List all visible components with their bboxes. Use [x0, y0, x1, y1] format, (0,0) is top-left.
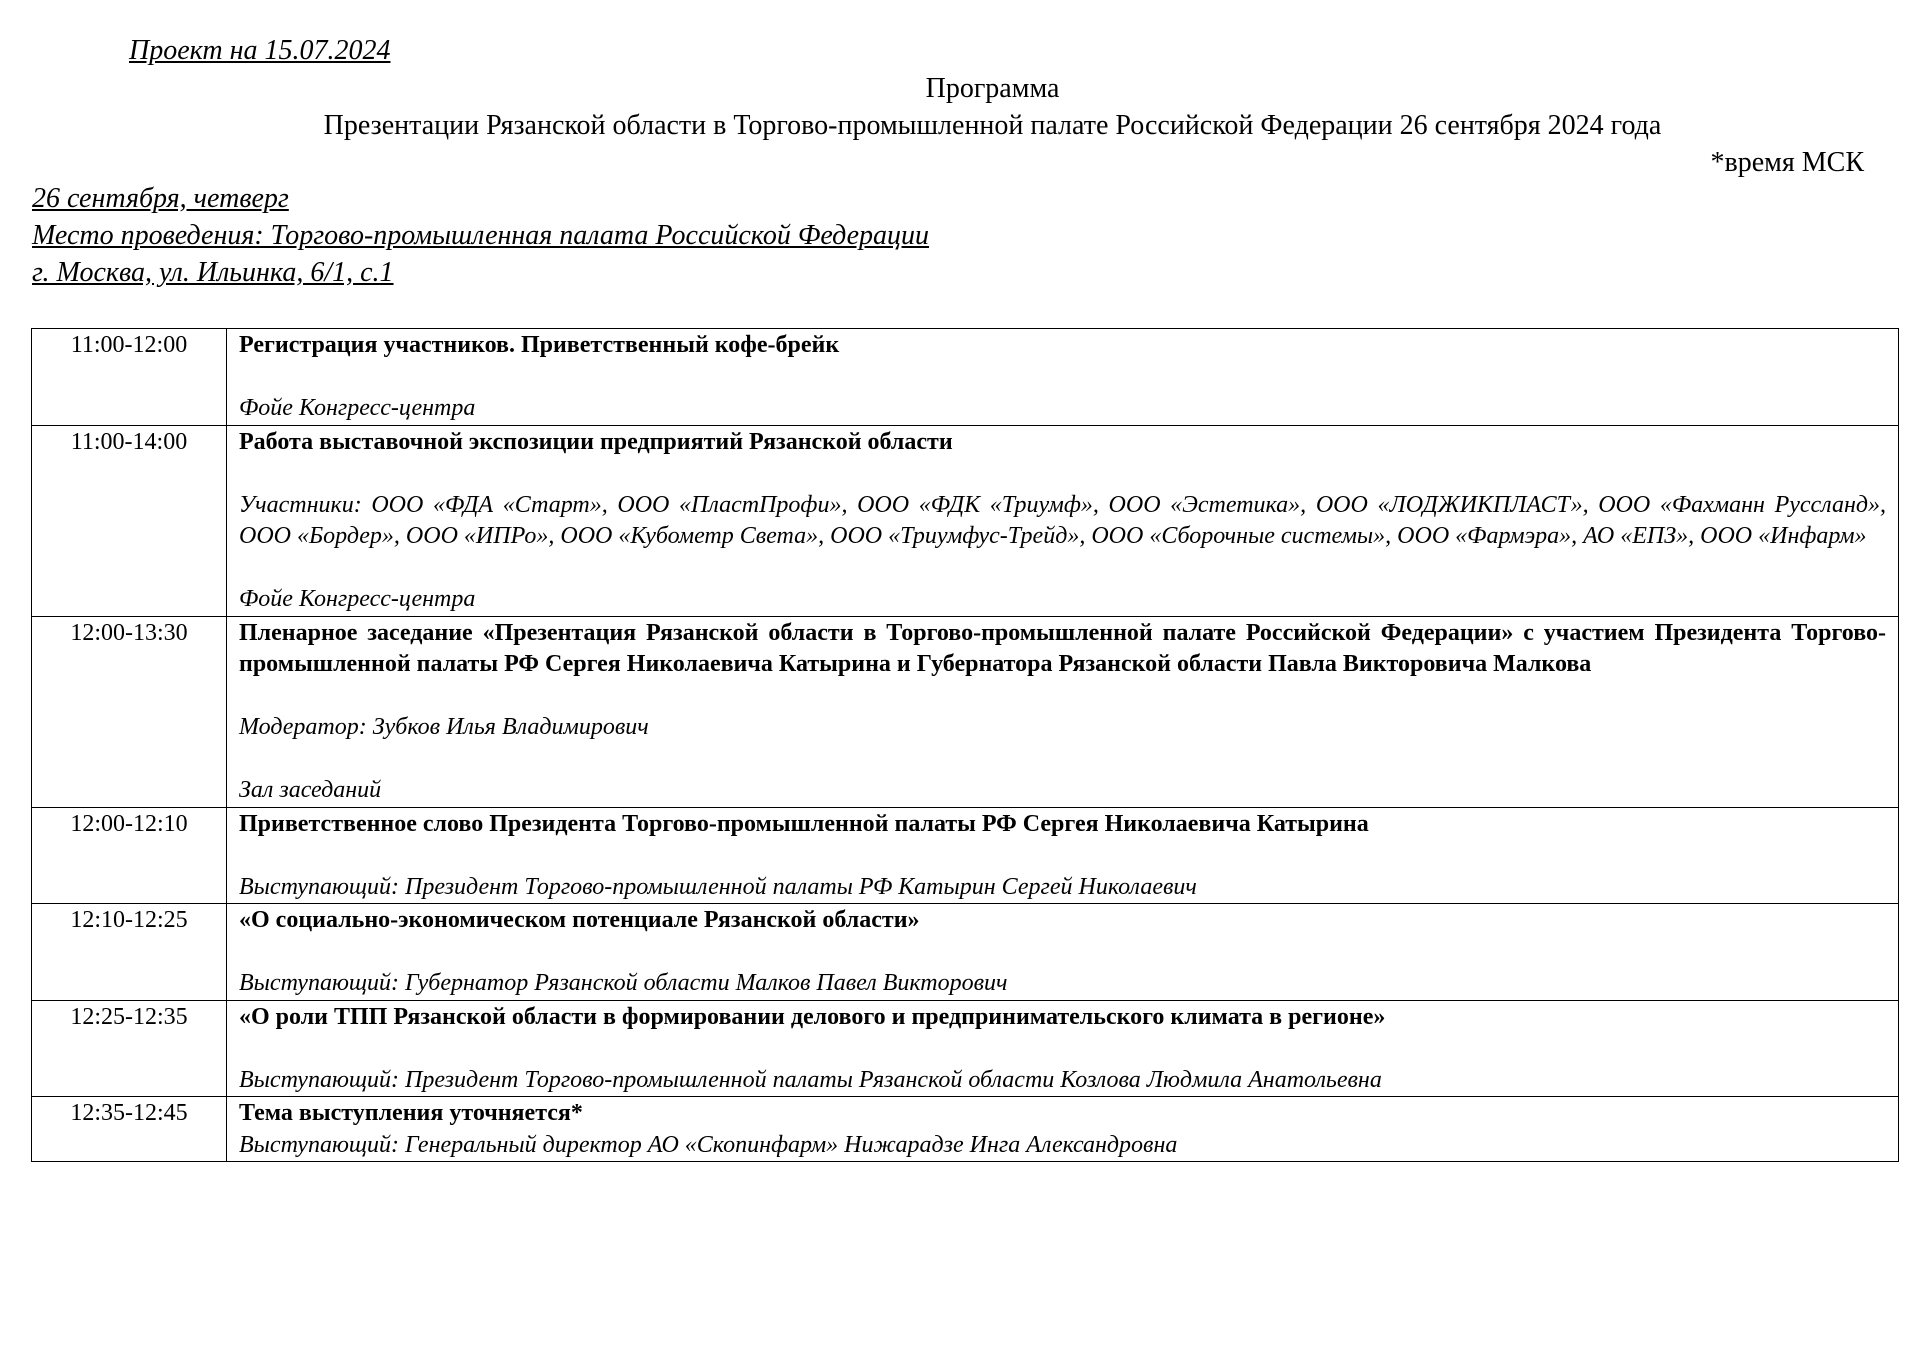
event-info [32, 180, 929, 291]
time-cell: 12:10-12:25 [32, 904, 227, 1001]
time-cell: 12:00-12:10 [32, 807, 227, 904]
schedule-table [31, 328, 1899, 1162]
table-row [32, 904, 1899, 1001]
table-row [32, 329, 1899, 426]
content-cell [227, 425, 1899, 616]
item-location: Фойе Конгресс-центра [239, 395, 476, 421]
table-row [32, 1000, 1899, 1097]
content-cell [227, 904, 1899, 1001]
time-cell: 11:00-14:00 [32, 425, 227, 616]
document-subtitle: Презентации Рязанской области в Торгово-промышленной палате Российской Федерации 26 сентября 2024 года [323, 110, 1662, 141]
time-cell: 11:00-12:00 [32, 329, 227, 426]
table-row [32, 425, 1899, 616]
item-participants: Участники: ООО «ФДА «Старт», ООО «ПластПрофи», ООО «ФДК «Триумф», ООО «Эстетика», ООО «ЛОДЖИКПЛАСТ», ООО «Фахманн Русcланд», ООО «Бордер», ООО «ИПРо», ООО «Кубометр Света», ООО «Триумфус-Трейд», ООО «Сборочные системы», ООО «Фармэра», АО «ЕПЗ», ООО «Инфарм» [239, 491, 1886, 549]
content-cell [227, 807, 1899, 904]
event-venue: Место проведения: Торгово-промышленная палата Российской Федерации [32, 220, 930, 251]
item-speaker: Выступающий: Губернатор Рязанской области Малков Павел Викторович [239, 970, 1008, 996]
item-location: Фойе Конгресс-центра [239, 586, 476, 612]
item-title: Приветственное слово Президента Торгово-промышленной палаты РФ Сергея Николаевича Катырина [239, 810, 1369, 837]
item-speaker: Выступающий: Президент Торгово-промышленной палаты РФ Катырин Сергей Николаевич [239, 873, 1197, 900]
content-cell [227, 1097, 1899, 1162]
time-cell: 12:25-12:35 [32, 1000, 227, 1097]
item-title: Тема выступления уточняется* [239, 1100, 583, 1126]
timezone-note: *время МСК [1710, 147, 1864, 178]
document-title: Программа [925, 73, 1060, 104]
item-title: «О роли ТПП Рязанской области в формировании делового и предпринимательского климата в регионе» [239, 1003, 1386, 1030]
event-date: 26 сентября, четверг [32, 183, 289, 214]
item-title: «О социально-экономическом потенциале Рязанской области» [239, 907, 920, 933]
time-cell: 12:00-13:30 [32, 616, 227, 807]
time-cell: 12:35-12:45 [32, 1097, 227, 1162]
item-moderator: Модератор: Зубков Илья Владимирович [239, 714, 649, 740]
item-title: Работа выставочной экспозиции предприятий Рязанской области [239, 428, 953, 455]
table-row [32, 616, 1899, 807]
item-title: Пленарное заседание «Презентация Рязанской области в Торгово-промышленной палате Российской Федерации» с участием Президента Торгово-промышленной палаты РФ Сергея Николаевича Катырина и Губернатора Рязанской области Павла Викторовича Малкова [239, 619, 1886, 677]
item-location: Зал заседаний [239, 777, 382, 803]
item-speaker: Выступающий: Президент Торгово-промышленной палаты Рязанской области Козлова Людмила Анатольевна [239, 1066, 1382, 1093]
content-cell [227, 616, 1899, 807]
event-address: г. Москва, ул. Ильинка, 6/1, с.1 [32, 257, 394, 288]
content-cell [227, 329, 1899, 426]
table-row [32, 1097, 1899, 1162]
draft-label: Проект на 15.07.2024 [129, 35, 391, 66]
table-row [32, 807, 1899, 904]
item-title: Регистрация участников. Приветственный кофе-брейк [239, 332, 840, 358]
content-cell [227, 1000, 1899, 1097]
item-speaker: Выступающий: Генеральный директор АО «Скопинфарм» Нижарадзе Инга Александровна [239, 1131, 1178, 1158]
